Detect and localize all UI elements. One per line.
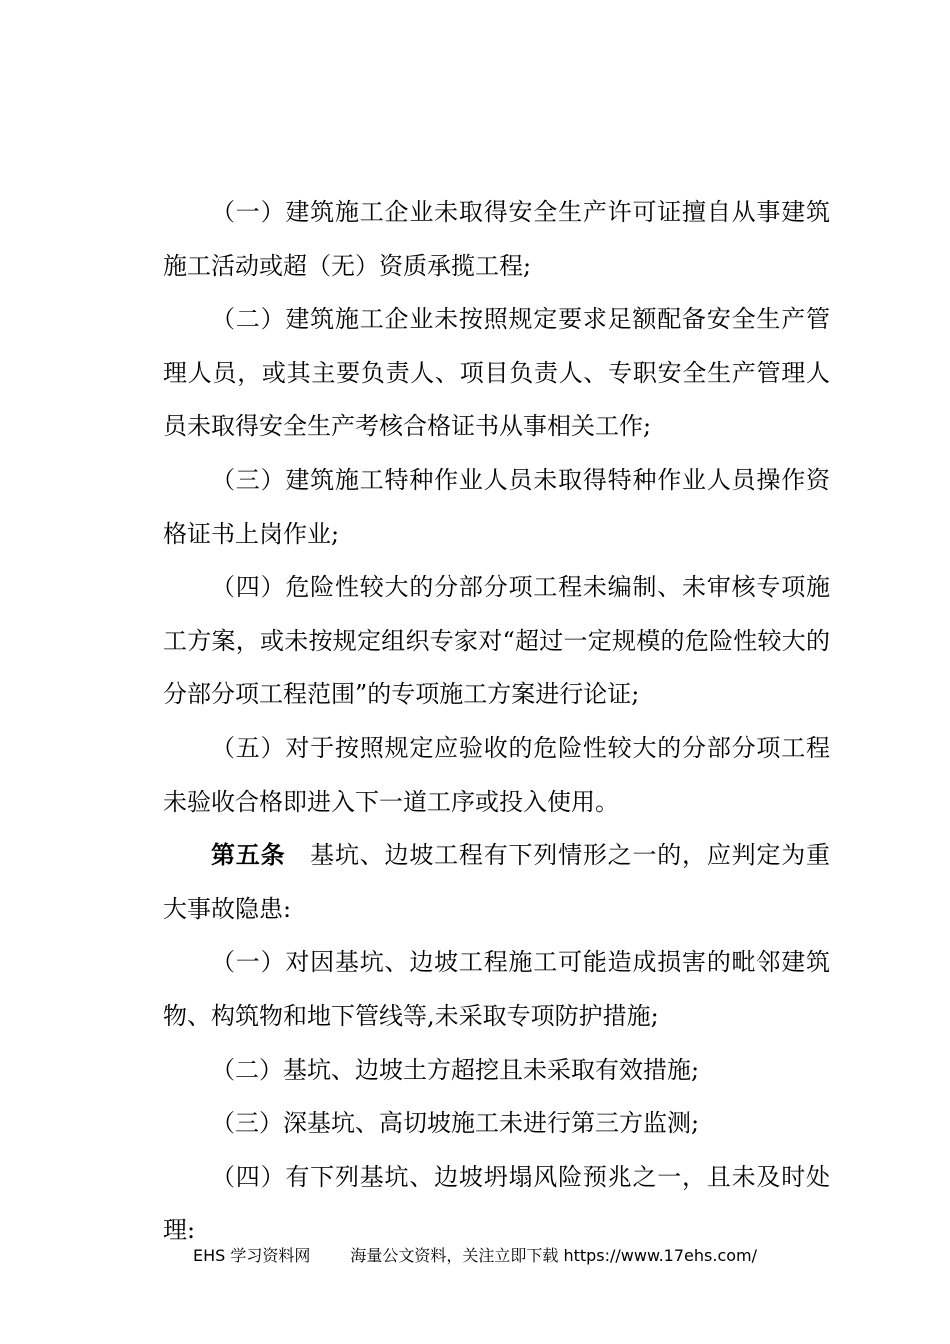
paragraph-10 xyxy=(163,1151,830,1258)
paragraph-4 xyxy=(163,561,830,722)
paragraph-9 xyxy=(163,1097,830,1151)
paragraph-text: （一）对因基坑、边坡工程施工可能造成损害的毗邻建筑物、构筑物和地下管线等,未采取专项防护措施; xyxy=(163,948,830,1030)
paragraph-text: 基坑、边坡工程有下列情形之一的，应判定为重大事故隐患: xyxy=(163,841,830,923)
article-title: 第五条 xyxy=(211,841,286,870)
paragraph-text: （四）危险性较大的分部分项工程未编制、未审核专项施工方案，或未按规定组织专家对“超过一定规模的危险性较大的分部分项工程范围”的专项施工方案进行论证; xyxy=(163,573,830,709)
paragraph-text: （三）深基坑、高切坡施工未进行第三方监测; xyxy=(211,1109,700,1138)
paragraph-8 xyxy=(163,1044,830,1098)
paragraph-text: （二）建筑施工企业未按照规定要求足额配备安全生产管理人员，或其主要负责人、项目负责人、专职安全生产管理人员未取得安全生产考核合格证书从事相关工作; xyxy=(163,305,830,441)
paragraph-3 xyxy=(163,454,830,561)
footer-slogan-link[interactable]: 海量公文资料，关注立即下载 https://www.17ehs.com/ xyxy=(350,1246,758,1265)
paragraph-1 xyxy=(163,186,830,293)
page-footer xyxy=(0,1243,950,1266)
paragraph-text: （五）对于按照规定应验收的危险性较大的分部分项工程未验收合格即进入下一道工序或投入使用。 xyxy=(163,733,830,816)
paragraph-2 xyxy=(163,293,830,454)
paragraph-text: （四）有下列基坑、边坡坍塌风险预兆之一，且未及时处理: xyxy=(163,1162,830,1245)
paragraph-text: （一）建筑施工企业未取得安全生产许可证擅自从事建筑施工活动或超（无）资质承揽工程; xyxy=(163,198,830,280)
article-five-paragraph xyxy=(163,829,830,936)
paragraph-7 xyxy=(163,936,830,1043)
document-body xyxy=(163,186,830,1258)
paragraph-5 xyxy=(163,722,830,829)
footer-site-name: EHS 学习资料网 xyxy=(192,1246,311,1265)
paragraph-text: （三）建筑施工特种作业人员未取得特种作业人员操作资格证书上岗作业; xyxy=(163,465,830,548)
paragraph-text: （二）基坑、边坡土方超挖且未采取有效措施; xyxy=(211,1055,700,1084)
